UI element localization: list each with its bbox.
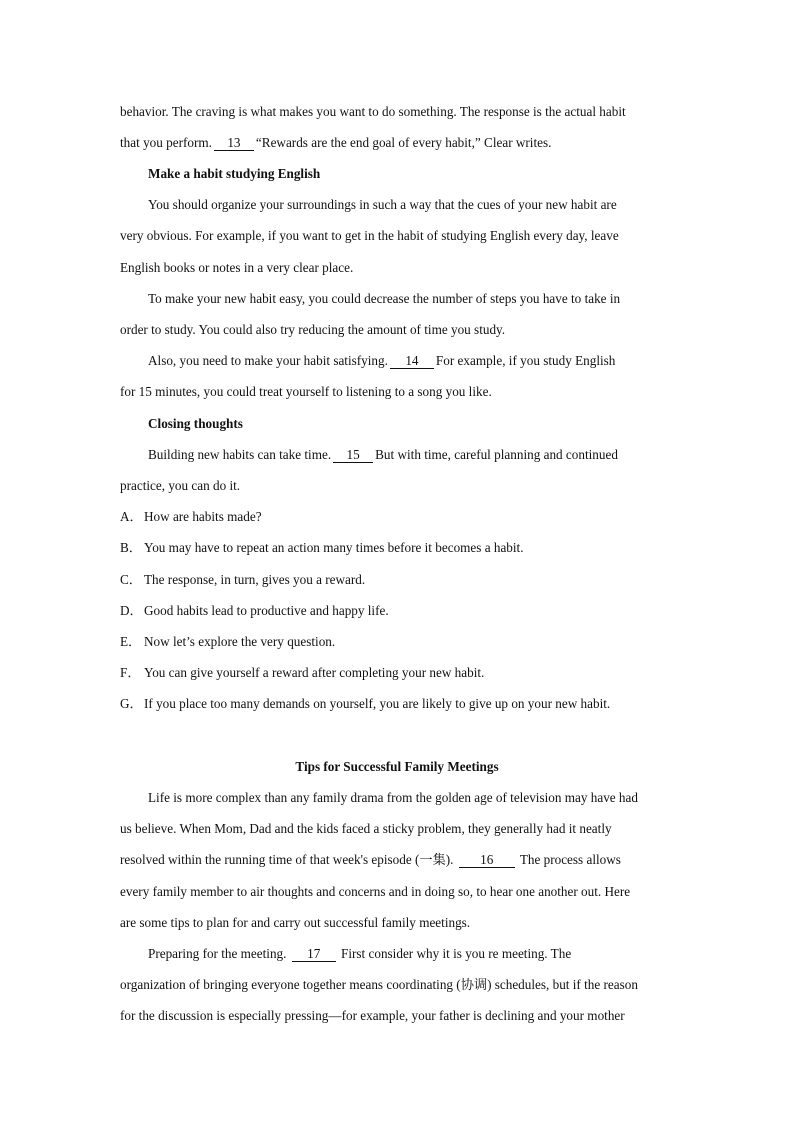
text: For example, if you study English — [435, 353, 616, 368]
text-line: very obvious. For example, if you want to get in the habit of studying English every day, leave — [120, 228, 619, 243]
answer-blank-16[interactable]: 16 — [459, 852, 515, 868]
option-e[interactable] — [120, 633, 680, 651]
text-line — [148, 945, 708, 963]
text-line: order to study. You could also try reducing the amount of time you study. — [120, 322, 506, 337]
section-heading: Closing thoughts — [148, 416, 243, 431]
text: Building new habits can take time. — [148, 447, 332, 462]
passage-title: Tips for Successful Family Meetings — [295, 759, 499, 774]
option-letter: A． — [120, 509, 143, 524]
answer-blank-15[interactable]: 15 — [333, 447, 373, 463]
text: behavior. The craving is what makes you want to do something. The response is the actual habit — [120, 104, 626, 119]
text-line — [120, 851, 680, 869]
option-c[interactable] — [120, 571, 680, 589]
text-line: practice, you can do it. — [120, 478, 241, 493]
option-b[interactable] — [120, 539, 680, 557]
text: resolved within the running time of that week's episode (一集). — [120, 852, 454, 867]
text-line: To make your new habit easy, you could decrease the number of steps you have to take in — [148, 291, 621, 306]
text: But with time, careful planning and continued — [375, 447, 618, 462]
option-d[interactable] — [120, 602, 680, 620]
text-line: organization of bringing everyone together means coordinating (协调) schedules, but if the reason — [120, 977, 638, 992]
option-f[interactable] — [120, 664, 680, 682]
option-text: You can give yourself a reward after completing your new habit. — [144, 665, 485, 680]
text-line — [148, 446, 708, 464]
text-line: us believe. When Mom, Dad and the kids faced a sticky problem, they generally had it neatly — [120, 821, 612, 836]
section-heading: Make a habit studying English — [148, 166, 321, 181]
answer-blank-14[interactable]: 14 — [390, 353, 434, 369]
text-line: every family member to air thoughts and concerns and in doing so, to hear one another out. Here — [120, 884, 631, 899]
option-letter: E． — [120, 634, 142, 649]
text-line — [148, 352, 708, 370]
text: that you perform. — [120, 135, 212, 150]
option-text: If you place too many demands on yourself, you are likely to give up on your new habit. — [144, 696, 611, 711]
option-text: Now let’s explore the very question. — [144, 634, 336, 649]
answer-blank-13[interactable]: 13 — [214, 135, 254, 151]
text-line: for 15 minutes, you could treat yourself to listening to a song you like. — [120, 384, 492, 399]
option-letter: F． — [120, 665, 141, 680]
option-letter: D． — [120, 603, 143, 618]
text-line: for the discussion is especially pressing—for example, your father is declining and your mother — [120, 1008, 625, 1023]
option-text: The response, in turn, gives you a reward. — [144, 572, 366, 587]
text: “Rewards are the end goal of every habit,” Clear writes. — [255, 135, 552, 150]
text-line: English books or notes in a very clear place. — [120, 260, 354, 275]
text: First consider why it is you re meeting. The — [341, 946, 572, 961]
text-line — [120, 134, 680, 152]
answer-blank-17[interactable]: 17 — [292, 946, 336, 962]
text: The process allows — [519, 852, 621, 867]
option-text: How are habits made? — [144, 509, 262, 524]
text: Preparing for the meeting. — [148, 946, 287, 961]
text-line: are some tips to plan for and carry out successful family meetings. — [120, 915, 471, 930]
option-text: Good habits lead to productive and happy life. — [144, 603, 389, 618]
text-line: Life is more complex than any family drama from the golden age of television may have had — [148, 790, 638, 805]
text-line — [120, 103, 680, 121]
option-g[interactable] — [120, 695, 680, 713]
option-a[interactable] — [120, 508, 680, 526]
text-line: You should organize your surroundings in such a way that the cues of your new habit are — [148, 197, 617, 212]
option-letter: B． — [120, 540, 142, 555]
option-text: You may have to repeat an action many times before it becomes a habit. — [144, 540, 524, 555]
option-letter: G． — [120, 696, 143, 711]
option-letter: C． — [120, 572, 142, 587]
text: Also, you need to make your habit satisfying. — [148, 353, 388, 368]
